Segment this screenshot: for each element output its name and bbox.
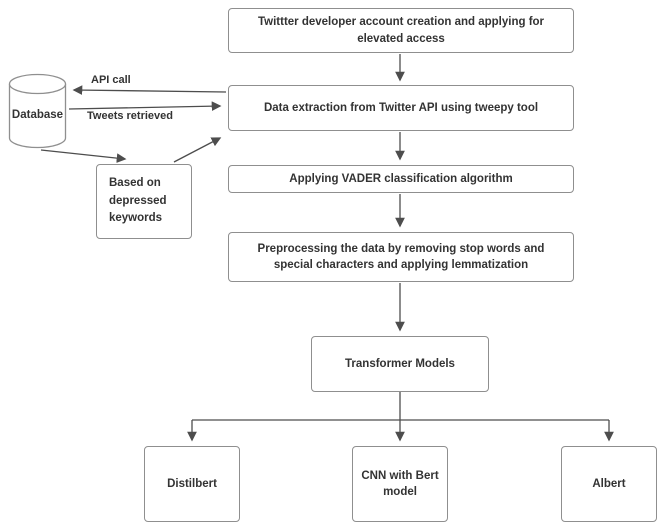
node-preprocessing [228,232,574,282]
node-cnn-bert [352,446,448,522]
node-depressed-keywords-label: Based on depressed keywords [109,176,167,225]
node-account-creation-label: Twittter developer account creation and applying for elevated access [257,16,545,45]
arrow-tweets-retrieved [69,106,220,109]
edge-label-api-call: API call [91,74,131,86]
node-data-extraction [228,85,574,131]
database-node [8,73,67,149]
node-vader-classification-label: Applying VADER classification algorithm [289,172,513,185]
node-cnn-bert-label: CNN with Bert model [361,469,439,498]
node-depressed-keywords [96,164,192,239]
edge-label-tweets-retrieved: Tweets retrieved [87,110,174,122]
node-albert-label: Albert [592,477,626,490]
node-account-creation [228,8,574,53]
arrow-database-to-keywords [41,150,125,159]
arrow-api-call [74,90,226,92]
arrow-keywords-to-extraction [174,138,220,162]
node-distilbert-label: Distilbert [167,477,217,490]
node-albert [561,446,657,522]
node-data-extraction-label: Data extraction from Twitter API using tweepy tool [263,101,539,114]
node-transformer-models-label: Transformer Models [345,357,455,370]
node-distilbert [144,446,240,522]
database-label: Database [11,108,64,121]
node-preprocessing-label: Preprocessing the data by removing stop words and special characters and applying lemmatization [257,242,545,271]
node-transformer-models [311,336,489,392]
node-vader-classification [228,165,574,193]
